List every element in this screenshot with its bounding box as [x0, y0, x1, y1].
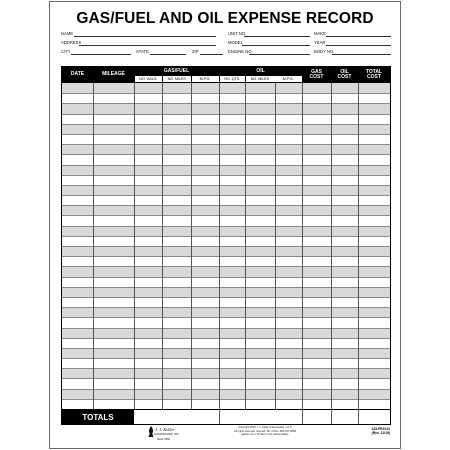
table-row[interactable] — [62, 215, 390, 225]
col-total-cost — [358, 68, 390, 82]
col-total-cost-line2: COST — [367, 74, 381, 80]
logo-name: J. J. Keller — [155, 427, 175, 432]
table-row[interactable] — [62, 165, 390, 175]
table-row[interactable] — [62, 297, 390, 307]
form-number — [371, 427, 390, 436]
row-divider — [62, 399, 390, 400]
row-divider — [62, 103, 390, 104]
city-line — [71, 54, 131, 55]
table-row[interactable] — [62, 134, 390, 144]
row-divider — [62, 134, 390, 135]
row-divider — [62, 277, 390, 278]
column-divider — [134, 83, 135, 409]
table-row[interactable] — [62, 378, 390, 388]
table-row[interactable] — [62, 338, 390, 348]
table-row[interactable] — [62, 195, 390, 205]
table-row[interactable] — [62, 175, 390, 185]
column-divider — [162, 83, 163, 409]
address-label: ADDRESS — [61, 40, 82, 45]
totals-divider — [358, 410, 359, 424]
table-row[interactable] — [62, 317, 390, 327]
table-row[interactable] — [62, 287, 390, 297]
column-divider — [245, 83, 246, 409]
table-row[interactable] — [62, 226, 390, 236]
year-line — [326, 45, 391, 46]
col-oil: OIL — [256, 67, 265, 74]
logo-since: Since 1953 — [157, 438, 170, 441]
row-divider — [62, 226, 390, 227]
totals-divider — [331, 410, 332, 424]
table-row[interactable] — [62, 277, 390, 287]
unit-no-label: UNIT NO. — [228, 31, 247, 36]
totals-divider — [219, 410, 220, 424]
row-divider — [62, 114, 390, 115]
col-gas-no-miles: NO. MILES — [163, 76, 192, 82]
row-divider — [62, 175, 390, 176]
totals-label: TOTALS — [62, 410, 134, 425]
name-line — [74, 36, 216, 37]
zip-line — [200, 54, 223, 55]
row-divider — [62, 287, 390, 288]
col-oil-cost-line2: COST — [337, 74, 352, 80]
engine-no-field[interactable] — [228, 48, 310, 56]
table-row[interactable] — [62, 399, 390, 409]
table-row[interactable] — [62, 103, 390, 113]
body-no-line — [332, 54, 391, 55]
column-divider — [219, 83, 220, 409]
row-divider — [62, 154, 390, 155]
row-divider — [62, 236, 390, 237]
row-divider — [62, 205, 390, 206]
form-title: GAS/FUEL AND OIL EXPENSE RECORD — [76, 10, 374, 27]
row-divider — [62, 124, 390, 125]
table-row[interactable] — [62, 185, 390, 195]
city-label: CITY — [61, 49, 71, 54]
row-divider — [62, 317, 390, 318]
make-label: MAKE — [314, 31, 326, 36]
body-no-label: BODY NO. — [314, 49, 335, 54]
copyright-line: jjkeller.com • Printed in the United States — [241, 433, 289, 437]
model-line — [242, 45, 310, 46]
col-gas-mpg: M.P.G. — [192, 76, 219, 82]
form-footer — [50, 426, 400, 448]
copyright-line: Copyright 2015 J. J. Keller & Associates, Inc.® — [238, 426, 292, 429]
table-row[interactable] — [62, 236, 390, 246]
table-row[interactable] — [62, 389, 390, 399]
row-divider — [62, 389, 390, 390]
table-row[interactable] — [62, 266, 390, 276]
table-row[interactable] — [62, 114, 390, 124]
row-divider — [62, 368, 390, 369]
engine-no-line — [249, 54, 310, 55]
row-divider — [62, 338, 390, 339]
table-row[interactable] — [62, 307, 390, 317]
col-mileage: MILEAGE — [102, 71, 125, 78]
table-body — [62, 83, 390, 409]
form-code: 123-FR1011 — [371, 427, 390, 431]
row-divider — [62, 307, 390, 308]
col-date: DATE — [70, 71, 85, 78]
make-line — [326, 36, 391, 37]
col-total-cost-line1: TOTAL — [365, 68, 383, 75]
make-field[interactable] — [314, 30, 391, 38]
body-no-field[interactable] — [314, 48, 391, 56]
col-oil-no-qts: NO. QTS. — [220, 76, 246, 82]
row-divider — [62, 378, 390, 379]
row-divider — [62, 297, 390, 298]
model-label: MODEL — [228, 40, 243, 45]
col-oil-no-miles: NO. MILES — [246, 76, 275, 82]
form-revision: (Rev. 11/15) — [371, 431, 390, 436]
column-divider — [358, 83, 359, 409]
col-gas-no-gals: NO. GALS. — [135, 76, 163, 82]
table-row[interactable] — [62, 83, 390, 93]
column-divider — [331, 83, 332, 409]
row-divider — [62, 93, 390, 94]
table-row[interactable] — [62, 154, 390, 164]
table-row[interactable] — [62, 144, 390, 154]
row-divider — [62, 358, 390, 359]
row-divider — [62, 266, 390, 267]
name-field[interactable] — [61, 30, 216, 38]
expense-table — [61, 66, 391, 425]
name-label: NAME — [61, 31, 74, 36]
row-divider — [62, 165, 390, 166]
row-divider — [62, 328, 390, 329]
row-divider — [62, 195, 390, 196]
year-field[interactable] — [314, 39, 391, 47]
col-gas-fuel: GAS/FUEL — [163, 67, 190, 74]
row-divider — [62, 246, 390, 247]
city-field[interactable] — [61, 48, 131, 56]
row-divider — [62, 256, 390, 257]
unit-no-field[interactable] — [228, 30, 310, 38]
col-oil-mpg: M.P.G. — [275, 76, 302, 82]
state-field[interactable] — [136, 48, 186, 56]
model-field[interactable] — [228, 39, 310, 47]
col-oil-cost-line1: OIL — [340, 68, 349, 75]
table-row[interactable] — [62, 124, 390, 134]
col-oil-cost — [331, 68, 358, 82]
table-row[interactable] — [62, 328, 390, 338]
col-gas-cost — [302, 68, 331, 82]
column-divider — [93, 83, 94, 409]
column-divider — [275, 83, 276, 409]
table-row[interactable] — [62, 93, 390, 103]
row-divider — [62, 144, 390, 145]
engine-no-label: ENGINE NO. — [228, 49, 253, 54]
column-divider — [302, 83, 303, 409]
table-row[interactable] — [62, 368, 390, 378]
address-line — [79, 45, 216, 46]
table-row[interactable] — [62, 348, 390, 358]
column-divider — [191, 83, 192, 409]
totals-divider — [302, 410, 303, 424]
state-label: STATE — [136, 49, 149, 54]
zip-field[interactable] — [192, 48, 223, 56]
publisher-logo — [148, 426, 184, 444]
table-row[interactable] — [62, 256, 390, 266]
year-label: YEAR — [314, 40, 326, 45]
col-gas-cost-line2: COST — [309, 74, 324, 80]
copyright-line: All rights reserved. Neenah, WI • USA • 800-327-6868 — [234, 429, 296, 433]
unit-no-line — [244, 36, 310, 37]
row-divider — [62, 215, 390, 216]
row-divider — [62, 185, 390, 186]
expense-record-form — [49, 1, 401, 449]
logo-subtitle: & ASSOCIATES, INC. — [154, 433, 180, 436]
col-gas-cost-line1: GAS — [311, 68, 322, 75]
table-row[interactable] — [62, 205, 390, 215]
copyright-text — [205, 426, 325, 437]
state-line — [150, 54, 186, 55]
table-header — [62, 67, 390, 83]
zip-label: ZIP — [192, 49, 199, 54]
row-divider — [62, 348, 390, 349]
table-row[interactable] — [62, 358, 390, 368]
address-field[interactable] — [61, 39, 216, 47]
totals-row — [62, 409, 390, 424]
table-row[interactable] — [62, 246, 390, 256]
